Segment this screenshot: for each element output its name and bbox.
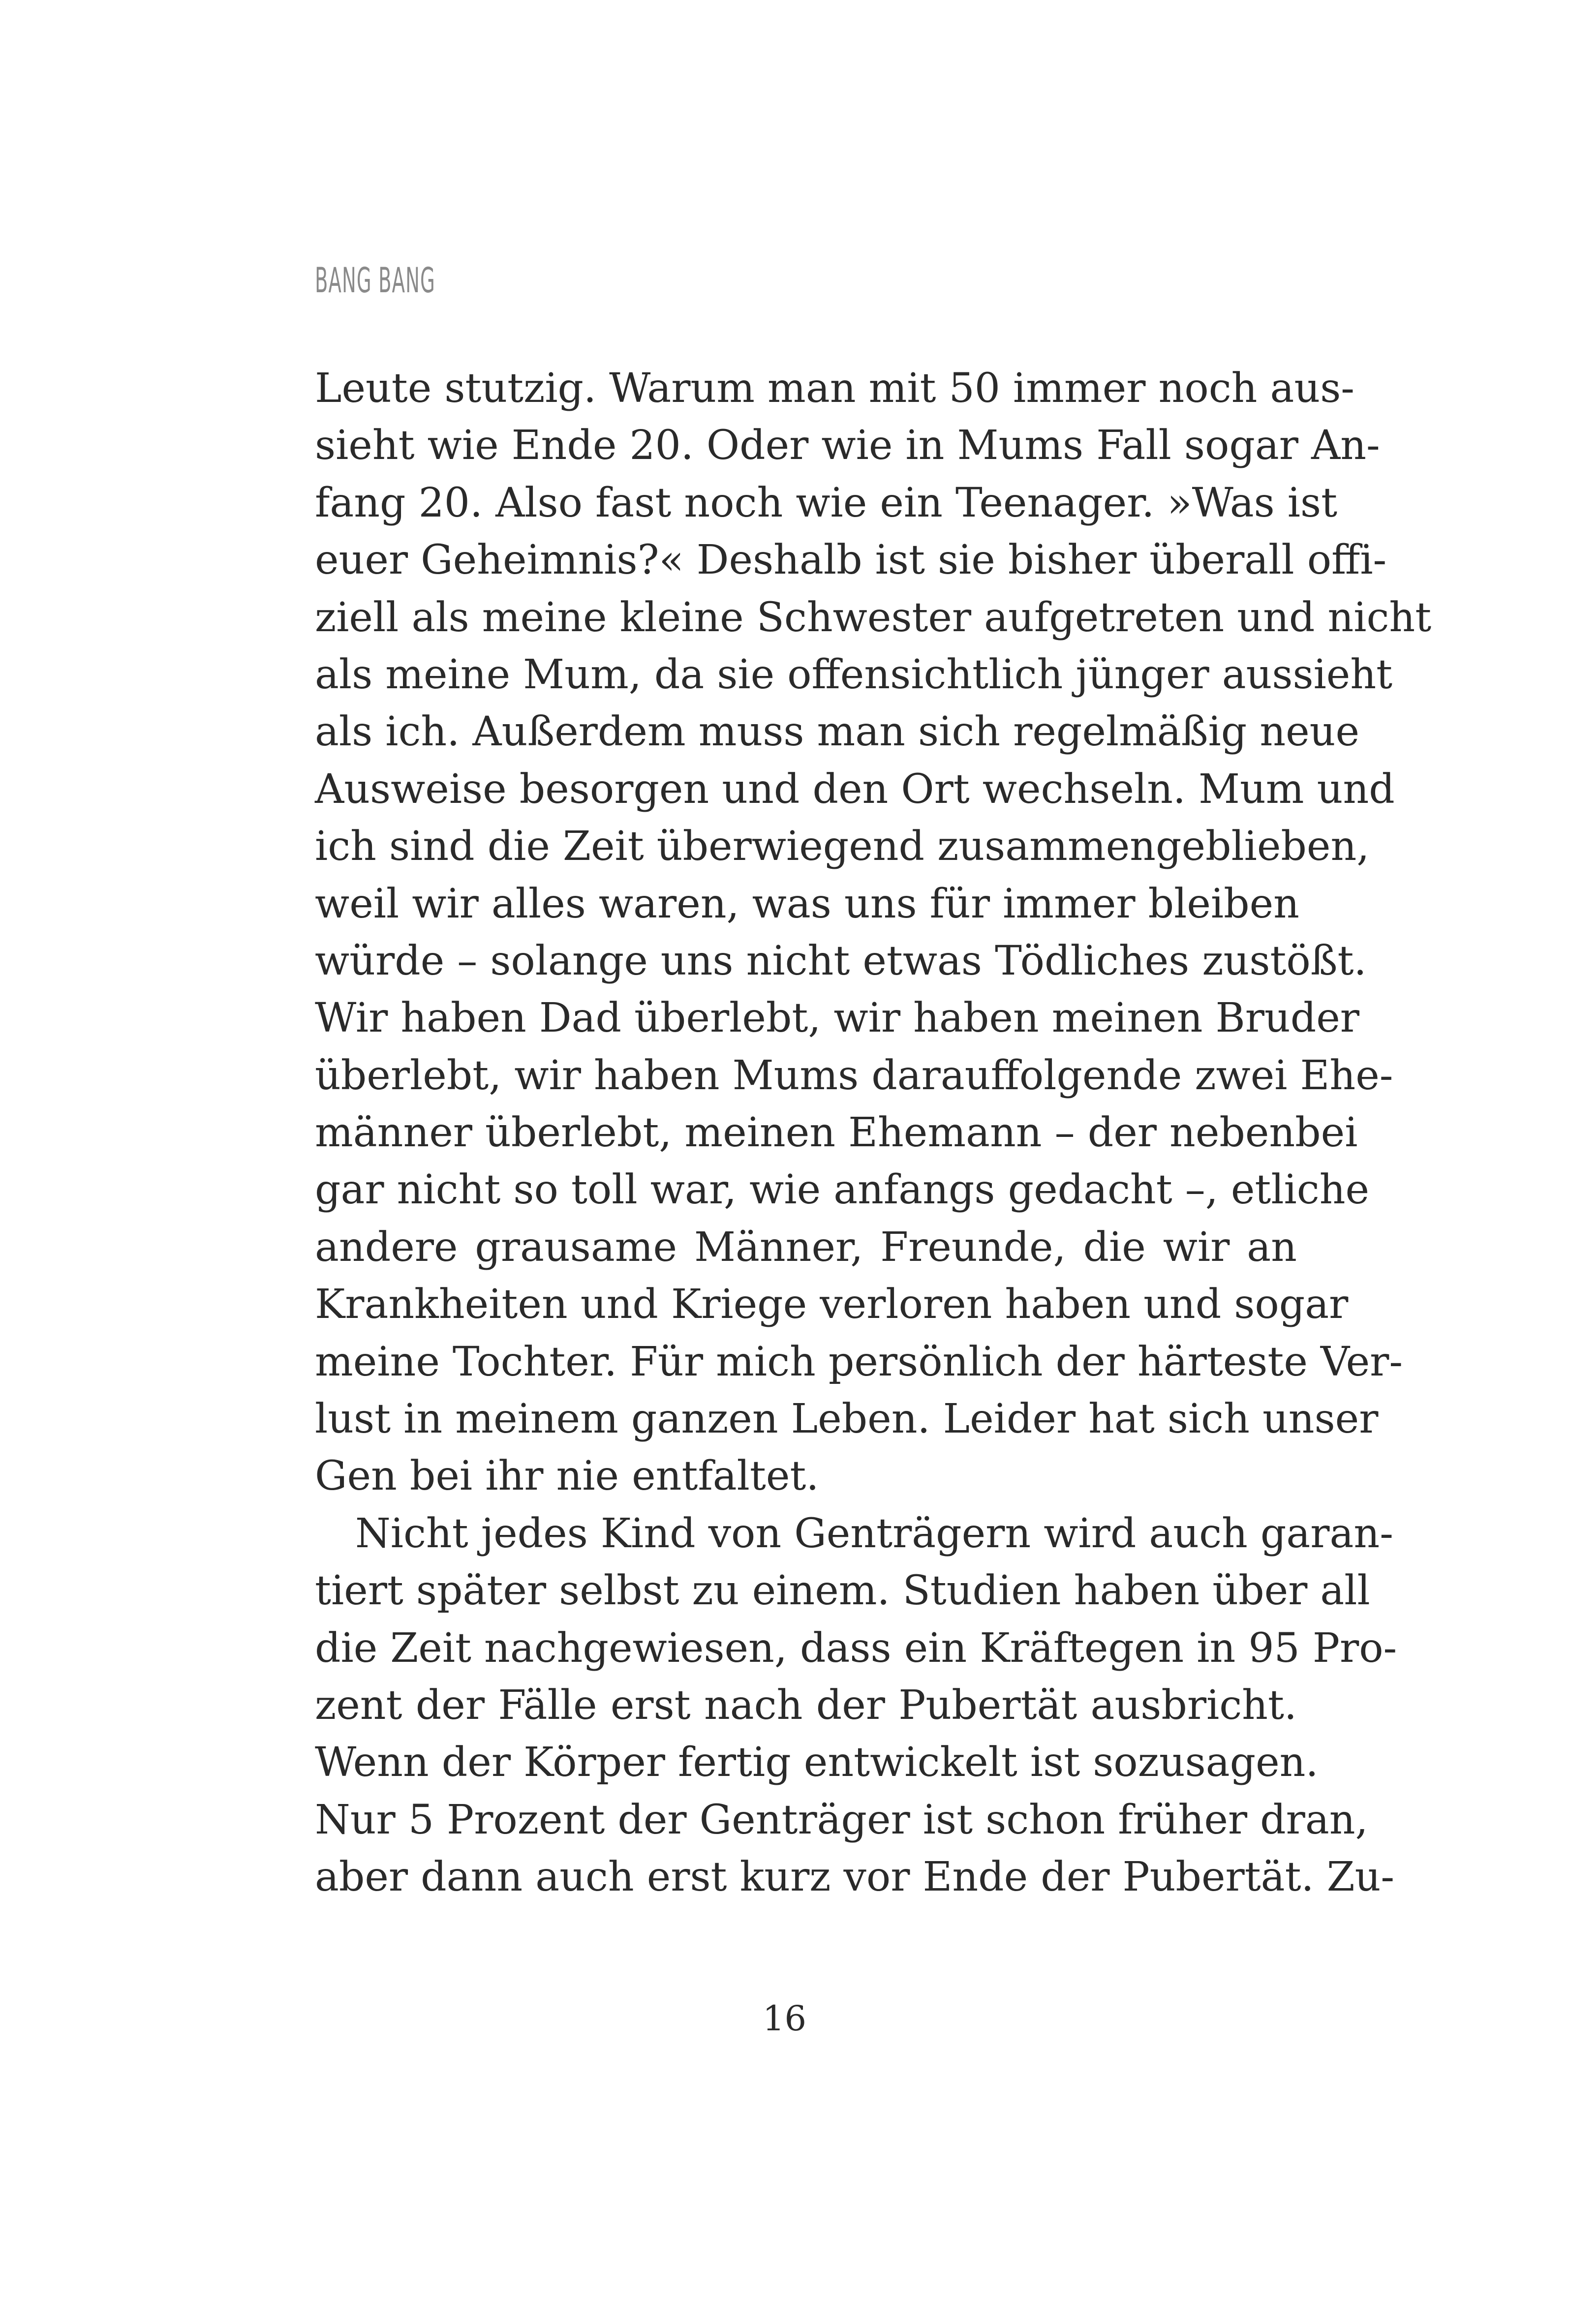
page-number: 16 — [762, 1998, 807, 2039]
text-line: euer Geheimnis?« Deshalb ist sie bisher überall offi- — [315, 537, 1387, 584]
text-line: Ausweise besorgen und den Ort wechseln. Mum und — [315, 765, 1395, 813]
text-line: lust in meinem ganzen Leben. Leider hat sich unser — [315, 1396, 1379, 1443]
text-line: die Zeit nachgewiesen, dass ein Kräftegen in 95 Pro- — [315, 1624, 1397, 1672]
text-line: gar nicht so toll war, wie anfangs gedacht –, etliche — [315, 1166, 1370, 1214]
text-line: aber dann auch erst kurz vor Ende der Pubertät. Zu- — [315, 1854, 1395, 1901]
text-line: Leute stutzig. Warum man mit 50 immer noch aus- — [315, 365, 1354, 412]
text-line: fang 20. Also fast noch wie ein Teenager. »Was ist — [315, 479, 1338, 526]
text-line: tiert später selbst zu einem. Studien haben über all — [315, 1567, 1370, 1615]
text-line: als meine Mum, da sie offensichtlich jünger aussieht — [315, 651, 1393, 698]
body-text — [315, 360, 1432, 1906]
text-line: andere grausame Männer, Freunde, die wir an — [315, 1223, 1297, 1271]
text-line: Wenn der Körper fertig entwickelt ist sozusagen. — [315, 1739, 1319, 1786]
text-line: sieht wie Ende 20. Oder wie in Mums Fall sogar An- — [315, 422, 1380, 469]
text-line: weil wir alles waren, was uns für immer bleiben — [315, 880, 1299, 927]
text-line: Gen bei ihr nie entfaltet. — [315, 1453, 819, 1500]
text-line: Wir haben Dad überlebt, wir haben meinen Bruder — [315, 995, 1359, 1042]
text-line: würde – solange uns nicht etwas Tödliches zustößt. — [315, 937, 1367, 984]
text-line: ich sind die Zeit überwiegend zusammengeblieben, — [315, 823, 1370, 870]
text-line: meine Tochter. Für mich persönlich der härteste Ver- — [315, 1338, 1403, 1385]
text-line: Krankheiten und Kriege verloren haben und sogar — [315, 1281, 1349, 1328]
text-line: Nicht jedes Kind von Genträgern wird auch garan- — [355, 1510, 1393, 1557]
text-line: männer überlebt, meinen Ehemann – der nebenbei — [315, 1109, 1358, 1157]
running-head: BANG BANG — [315, 260, 435, 301]
text-line: zent der Fälle erst nach der Pubertät ausbricht. — [315, 1682, 1297, 1729]
text-line: überlebt, wir haben Mums darauffolgende zwei Ehe- — [315, 1052, 1393, 1099]
text-line: als ich. Außerdem muss man sich regelmäßig neue — [315, 708, 1359, 756]
text-line: ziell als meine kleine Schwester aufgetreten und nicht — [315, 594, 1432, 641]
text-line: Nur 5 Prozent der Genträger ist schon früher dran, — [315, 1796, 1368, 1843]
